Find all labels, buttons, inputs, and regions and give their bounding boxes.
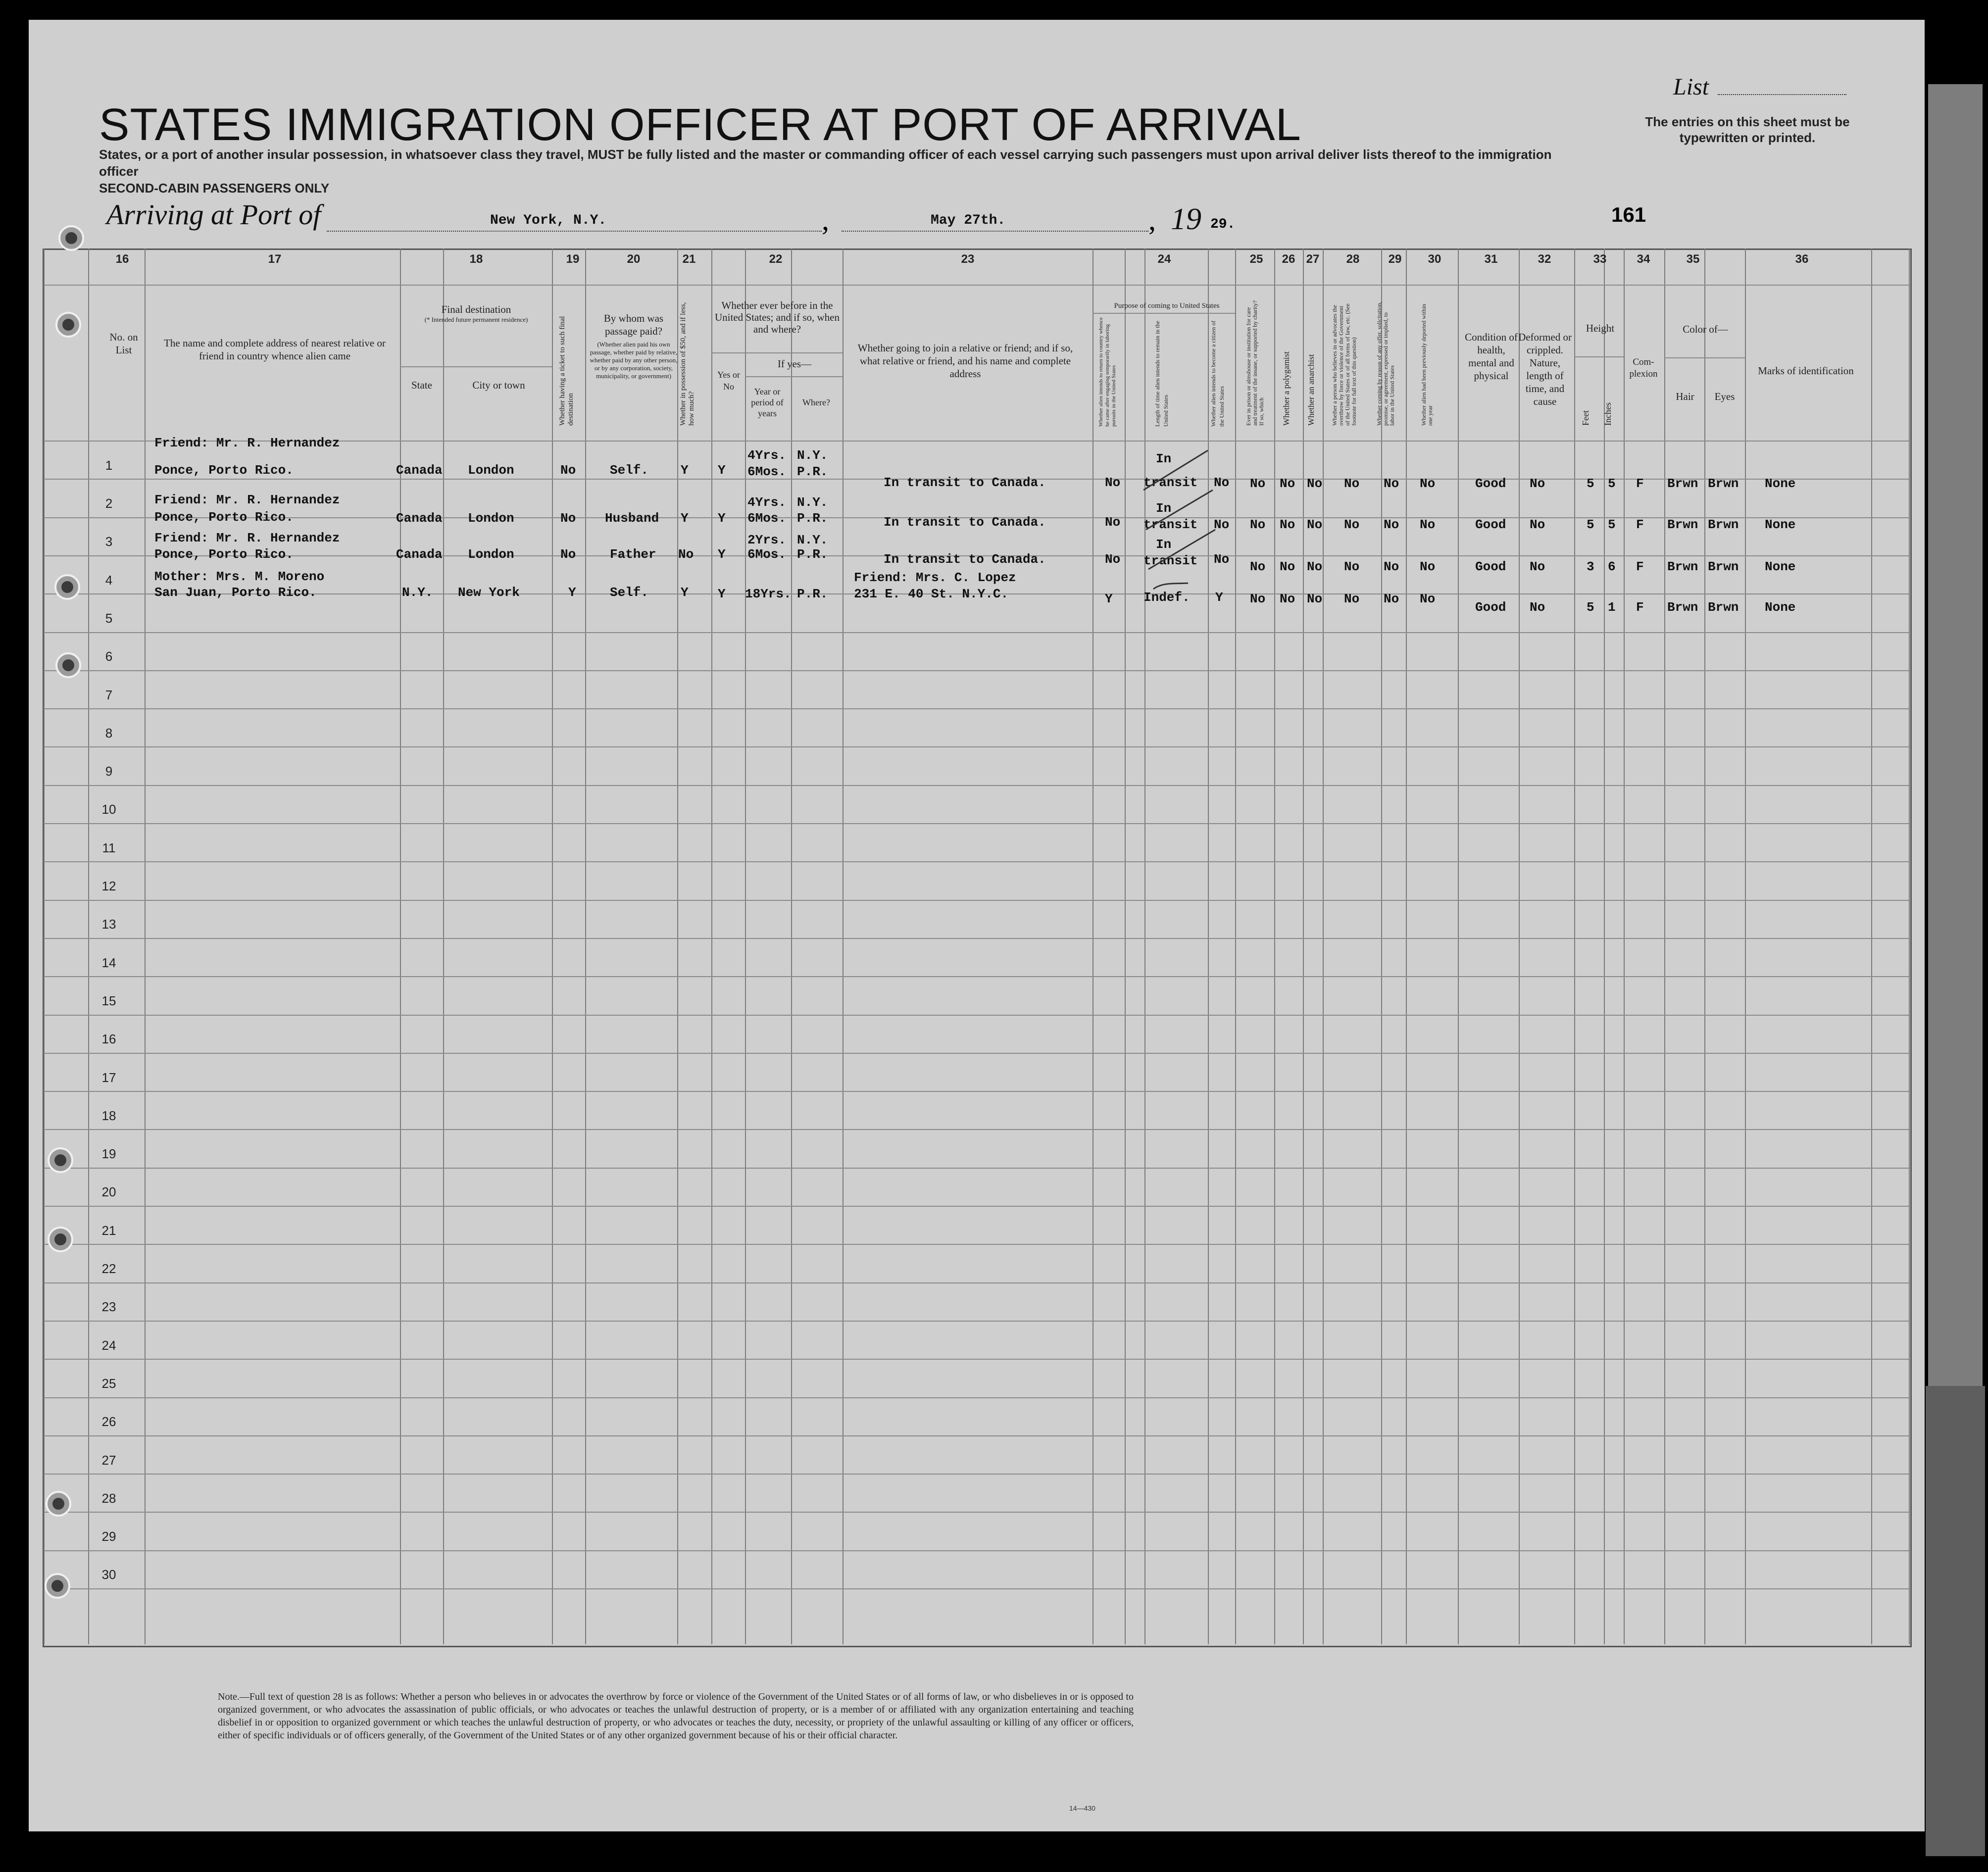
feet-cell: 5	[1587, 600, 1594, 615]
deported-cell: No	[1420, 517, 1436, 532]
row-number: 4	[105, 572, 113, 588]
header-deported: Whether alien had been previously deported within one year	[1420, 304, 1434, 426]
return-cell: No	[1105, 515, 1121, 530]
ticket-cell: No	[560, 547, 576, 562]
row-rule	[44, 670, 1909, 671]
header-offer-labor: Whether coming by reason of any offer, solicitation, promise, or agreement, expressed or implied, to labor in the United States	[1376, 301, 1395, 426]
period-cell: 4Yrs.	[747, 495, 787, 510]
period-cell: 6Mos.	[747, 547, 787, 562]
marks-cell: None	[1765, 517, 1796, 532]
length-cell: transit	[1143, 517, 1198, 532]
deported-cell: No	[1420, 559, 1436, 574]
header-nearest-relative: The name and complete address of nearest relative or friend in country whence alien came	[164, 337, 386, 362]
subtitle-line-1: States, or a port of another insular possession, in whatsoever class they travel, MUST be fully listed and the master or commanding officer of each vessel carrying such passengers must upon arrival deliver lists thereof to the immigration officer	[99, 147, 1552, 179]
page-subtitle	[99, 146, 1584, 197]
overthrow-cell: No	[1344, 517, 1360, 532]
row-number: 11	[102, 840, 116, 855]
header-purpose: Purpose of coming to United States	[1114, 302, 1220, 310]
prison-cell: No	[1250, 476, 1266, 491]
period-cell: 4Yrs.	[747, 448, 787, 463]
port-blank-line	[327, 231, 822, 232]
row-number: 3	[105, 534, 113, 549]
final-destination-label: Final destination	[441, 303, 511, 315]
header-color-of: Color of—	[1683, 323, 1728, 335]
punch-hole	[58, 225, 84, 251]
polygamist-cell: No	[1280, 591, 1295, 606]
deformed-cell: No	[1530, 559, 1545, 574]
prison-cell: No	[1250, 559, 1266, 574]
row-rule	[44, 1359, 1909, 1360]
header-deformed: Deformed or crippled. Nature, length of time, and cause	[1518, 331, 1572, 407]
marks-cell: None	[1765, 600, 1796, 615]
state-cell: Canada	[396, 511, 443, 526]
colnum-33: 33	[1593, 252, 1607, 266]
list-label: List	[1673, 74, 1709, 100]
header-yes-or-no: Yes or No	[717, 370, 740, 392]
marks-cell: None	[1765, 559, 1796, 574]
inches-cell: 6	[1608, 559, 1616, 574]
header-rule	[1574, 356, 1624, 357]
city-cell: London	[468, 547, 514, 562]
date-blank-line	[842, 231, 1148, 232]
inches-cell: 5	[1608, 476, 1616, 491]
before-cell: Y	[718, 463, 726, 478]
header-no-on-list: No. on List	[109, 331, 138, 356]
deformed-cell: No	[1530, 600, 1545, 615]
row-number: 15	[101, 993, 116, 1008]
relative-line-2: Ponce, Porto Rico.	[154, 547, 294, 562]
header-ticket: Whether having a ticket to such final destination	[558, 316, 575, 426]
passage-paid-label: By whom was passage paid?	[603, 312, 664, 337]
manifest-table	[43, 248, 1912, 1647]
eyes-cell: Brwn	[1708, 559, 1739, 574]
colnum-16: 16	[115, 252, 129, 266]
period-cell: 18Yrs.	[745, 587, 792, 601]
prison-cell: No	[1250, 591, 1266, 606]
year-prefix: 19	[1171, 202, 1201, 236]
row-rule	[44, 1091, 1909, 1092]
city-cell: London	[468, 463, 514, 478]
colnum-18: 18	[469, 252, 483, 266]
row-rule	[44, 1512, 1909, 1513]
anarchist-cell: No	[1307, 517, 1323, 532]
row-rule	[44, 746, 1909, 747]
hair-cell: Brwn	[1667, 559, 1698, 574]
length-cell: transit	[1143, 475, 1198, 490]
fifty-cell: Y	[681, 511, 689, 526]
footnote-question-28: Note.—Full text of question 28 is as follows: Whether a person who believes in or advocates the overthrow by force or violence of the Government of the United States or of all forms of law, or who disbelieves in or is opposed to organized government, or who advocates the assassination of public officials, or who advocates or teaches the unlawful destruction of property, or is a member of or affiliated with any organization entertaining and teaching disbelief in or opposition to organized government or which teaches the unlawful destruction of property, or who advocates or teaches the duty, necessity, or propriety of the unlawful assaulting or killing of any officer or officers, either of specific individuals or of officers generally, of the Government of the United States or of any other organized government because of his or their official character.	[218, 1691, 1134, 1741]
header-polygamist: Whether a polygamist	[1282, 351, 1291, 426]
deformed-cell: No	[1530, 517, 1545, 532]
inches-cell: 1	[1608, 600, 1616, 615]
row-number: 6	[105, 649, 113, 664]
before-cell: Y	[718, 547, 726, 562]
column-rule	[1909, 248, 1910, 1644]
offer-cell: No	[1384, 591, 1399, 606]
return-cell: Y	[1105, 591, 1113, 606]
header-passage-paid	[589, 312, 678, 380]
where-cell: P.R.	[797, 464, 828, 479]
colnum-35: 35	[1686, 252, 1700, 266]
state-cell: Canada	[396, 463, 443, 478]
where-cell: N.Y.	[797, 448, 828, 463]
period-cell: 6Mos.	[747, 511, 787, 526]
citizen-cell: No	[1214, 475, 1230, 490]
row-number: 10	[101, 802, 116, 817]
paid-cell: Father	[610, 547, 656, 562]
header-join-relative: Whether going to join a relative or friend; and if so, what relative or friend, and his name and complete address	[857, 342, 1073, 380]
before-cell: Y	[718, 587, 726, 601]
colnum-25: 25	[1249, 252, 1263, 266]
health-cell: Good	[1475, 559, 1506, 574]
where-cell: N.Y.	[797, 533, 828, 547]
header-hair: Hair	[1676, 391, 1694, 402]
complexion-cell: F	[1636, 559, 1644, 574]
where-cell: P.R.	[797, 511, 828, 526]
header-ever-before: Whether ever before in the United States; and if so, when and where?	[715, 299, 840, 335]
paid-cell: Husband	[605, 511, 659, 526]
row-rule	[44, 785, 1909, 786]
header-condition-health: Condition of health, mental and physical	[1465, 331, 1518, 382]
deported-cell: No	[1420, 476, 1436, 491]
deformed-cell: No	[1530, 476, 1545, 491]
date-value: May 27th.	[931, 213, 1006, 228]
relative-line-2: Ponce, Porto Rico.	[154, 463, 294, 478]
where-cell: N.Y.	[797, 495, 828, 510]
row-number: 12	[101, 879, 116, 894]
header-prison: Ever in prison or almshouse or institution for care and treatment of the insane, or supported by charity? If so, which	[1245, 300, 1265, 426]
complexion-cell: F	[1636, 517, 1644, 532]
row-rule	[44, 1397, 1909, 1398]
header-overthrow: Whether a person who believes in or advocates the overthrow by force or violence of the Government of the United States or of all forms of law, etc. (See footnote for full text of this question)	[1331, 303, 1357, 426]
row-rule	[44, 708, 1909, 709]
relative-line-1: Friend: Mr. R. Hernandez	[154, 436, 340, 450]
header-length-time: Length of time alien intends to remain in the United States	[1154, 321, 1169, 427]
colnum-20: 20	[627, 252, 641, 266]
relative-line-1: Friend: Mr. R. Hernandez	[154, 531, 340, 545]
header-feet: Feet	[1581, 410, 1590, 426]
colnum-29: 29	[1388, 252, 1402, 266]
header-state: State	[411, 379, 432, 391]
hair-cell: Brwn	[1667, 476, 1698, 491]
polygamist-cell: No	[1280, 476, 1295, 491]
polygamist-cell: No	[1280, 559, 1295, 574]
inches-cell: 5	[1608, 517, 1616, 532]
anarchist-cell: No	[1307, 476, 1323, 491]
polygamist-cell: No	[1280, 517, 1295, 532]
punch-hole	[55, 312, 81, 338]
complexion-cell: F	[1636, 600, 1644, 615]
punch-hole	[48, 1227, 73, 1252]
return-cell: No	[1105, 475, 1121, 490]
header-return: Whether alien intends to return to country whence he came after engaging temporarily in laboring pursuits in the United States	[1098, 317, 1117, 427]
header-year-period: Year or period of years	[751, 387, 784, 418]
length-cell: In	[1156, 451, 1172, 466]
row-number: 2	[105, 496, 113, 511]
period-cell: 6Mos.	[747, 464, 787, 479]
colnum-19: 19	[566, 252, 580, 266]
paid-cell: Self.	[610, 463, 649, 478]
row-rule	[44, 1282, 1909, 1283]
colnum-34: 34	[1637, 252, 1650, 266]
overthrow-cell: No	[1344, 559, 1360, 574]
length-cell: Indef.	[1143, 590, 1190, 605]
offer-cell: No	[1384, 476, 1399, 491]
row-number: 22	[101, 1261, 116, 1277]
fifty-cell: No	[678, 547, 694, 562]
row-number: 7	[105, 687, 113, 702]
typewritten-notice: The entries on this sheet must be typewritten or printed.	[1645, 114, 1850, 145]
header-height: Height	[1586, 322, 1615, 334]
row-rule	[44, 1321, 1909, 1322]
colnum-28: 28	[1346, 252, 1360, 266]
state-cell: N.Y.	[402, 585, 433, 600]
health-cell: Good	[1475, 517, 1506, 532]
header-citizen: Whether alien intends to become a citizen of the United States	[1210, 320, 1225, 427]
row-rule	[44, 1206, 1909, 1207]
row-rule	[44, 976, 1909, 977]
header-rule	[745, 376, 843, 377]
header-complexion: Com-plexion	[1629, 357, 1658, 379]
citizen-cell: Y	[1215, 590, 1223, 605]
page-title: STATES IMMIGRATION OFFICER AT PORT OF ARRIVAL	[99, 99, 1301, 150]
row-rule	[44, 1129, 1909, 1130]
form-number: 14—430	[1069, 1804, 1095, 1812]
overthrow-cell: No	[1344, 476, 1360, 491]
overthrow-cell: No	[1344, 591, 1360, 606]
list-number-blank	[1718, 94, 1846, 95]
join-cell: In transit to Canada.	[884, 552, 1046, 567]
offer-cell: No	[1384, 517, 1399, 532]
length-cell: In	[1156, 501, 1172, 516]
health-cell: Good	[1475, 600, 1506, 615]
colnum-21: 21	[682, 252, 696, 266]
row-number: 18	[101, 1108, 116, 1123]
header-city: City or town	[472, 379, 525, 391]
row-number: 9	[105, 764, 113, 779]
row-number: 20	[101, 1184, 116, 1200]
row-number: 24	[101, 1337, 116, 1353]
citizen-cell: No	[1214, 517, 1230, 532]
relative-line-1: Friend: Mr. R. Hernandez	[154, 493, 340, 507]
where-cell: P.R.	[797, 547, 828, 562]
row-rule	[44, 1244, 1909, 1245]
paid-cell: Self.	[610, 585, 649, 600]
arriving-label: Arriving at Port of	[106, 198, 321, 231]
row-number: 21	[101, 1223, 116, 1238]
row-rule	[44, 1550, 1909, 1551]
join-cell: In transit to Canada.	[884, 515, 1046, 530]
header-if-yes: If yes—	[777, 358, 812, 370]
header-rule	[1664, 357, 1745, 358]
header-where: Where?	[802, 397, 830, 407]
ticket-cell: Y	[568, 585, 576, 600]
period-cell: 2Yrs.	[747, 533, 787, 547]
health-cell: Good	[1475, 476, 1506, 491]
punch-hole	[45, 1573, 70, 1599]
row-rule	[44, 823, 1909, 824]
hair-cell: Brwn	[1667, 600, 1698, 615]
header-final-destination	[402, 303, 550, 324]
row-rule	[44, 1168, 1909, 1169]
header-rule	[400, 366, 552, 367]
punch-hole	[48, 1147, 73, 1173]
comma-mark: ,	[822, 203, 829, 236]
state-cell: Canada	[396, 547, 443, 562]
before-cell: Y	[718, 511, 726, 526]
punch-hole	[46, 1491, 71, 1517]
length-cell: transit	[1143, 553, 1198, 568]
punch-hole	[54, 574, 80, 600]
row-number: 23	[101, 1299, 116, 1315]
header-eyes: Eyes	[1714, 391, 1735, 402]
row-rule	[44, 861, 1909, 862]
citizen-cell: No	[1214, 552, 1230, 567]
row-number: 8	[105, 725, 113, 740]
subtitle-line-2: SECOND-CABIN PASSENGERS ONLY	[99, 181, 330, 196]
marks-cell: None	[1765, 476, 1796, 491]
header-marks: Marks of identification	[1758, 365, 1854, 377]
row-number: 27	[101, 1452, 116, 1468]
eyes-cell: Brwn	[1708, 600, 1739, 615]
stacked-pages-edge	[1928, 84, 1983, 1421]
city-cell: London	[468, 511, 514, 526]
colnum-36: 36	[1795, 252, 1809, 266]
return-cell: No	[1105, 552, 1121, 567]
colnum-17: 17	[268, 252, 282, 266]
join-line-2: 231 E. 40 St. N.Y.C.	[854, 587, 1009, 601]
row-number: 26	[101, 1414, 116, 1429]
stacked-pages-edge-lower	[1926, 1386, 1985, 1856]
prison-cell: No	[1250, 517, 1266, 532]
fifty-cell: Y	[681, 585, 689, 600]
pen-strike-marks	[1134, 441, 1228, 599]
row-number: 5	[105, 610, 113, 626]
eyes-cell: Brwn	[1708, 476, 1739, 491]
row-rule	[44, 1435, 1909, 1436]
join-line-1: Friend: Mrs. C. Lopez	[854, 570, 1016, 585]
year-suffix: 29.	[1210, 217, 1236, 232]
colnum-24: 24	[1157, 252, 1171, 266]
row-rule	[44, 1053, 1909, 1054]
relative-line-1: Mother: Mrs. M. Moreno	[154, 569, 325, 584]
colnum-27: 27	[1306, 252, 1320, 266]
complexion-cell: F	[1636, 476, 1644, 491]
final-destination-note: (* Intended future permanent residence)	[424, 316, 528, 323]
row-number: 17	[101, 1070, 116, 1085]
anarchist-cell: No	[1307, 591, 1323, 606]
punch-hole	[55, 652, 81, 678]
deported-cell: No	[1420, 591, 1436, 606]
row-number: 14	[101, 955, 116, 970]
row-number: 13	[101, 917, 116, 932]
offer-cell: No	[1384, 559, 1399, 574]
where-cell: P.R.	[797, 587, 828, 601]
header-fifty-dollars: Whether in possession of $50, and if less, how much?	[679, 302, 696, 426]
relative-line-2: San Juan, Porto Rico.	[154, 585, 317, 600]
colnum-30: 30	[1428, 252, 1441, 266]
row-number: 25	[101, 1376, 116, 1391]
length-cell: In	[1156, 537, 1172, 552]
header-rule	[44, 285, 1909, 286]
feet-cell: 5	[1587, 517, 1594, 532]
row-number: 1	[105, 457, 113, 473]
relative-line-2: Ponce, Porto Rico.	[154, 510, 294, 525]
join-cell: In transit to Canada.	[884, 475, 1046, 490]
row-rule	[44, 1474, 1909, 1475]
row-number: 16	[101, 1032, 116, 1047]
colnum-32: 32	[1538, 252, 1551, 266]
feet-cell: 3	[1587, 559, 1594, 574]
feet-cell: 5	[1587, 476, 1594, 491]
city-cell: New York	[458, 585, 520, 600]
colnum-23: 23	[961, 252, 975, 266]
header-anarchist: Whether an anarchist	[1306, 354, 1316, 426]
ticket-cell: No	[560, 511, 576, 526]
row-rule	[44, 1588, 1909, 1589]
passage-paid-note: (Whether alien paid his own passage, whether paid by relative, whether paid by any other person, or by any corporation, society, municipality, or government)	[590, 341, 678, 380]
row-rule	[44, 632, 1909, 633]
row-number: 19	[101, 1146, 116, 1162]
row-number: 28	[101, 1490, 116, 1506]
hair-cell: Brwn	[1667, 517, 1698, 532]
colnum-22: 22	[769, 252, 783, 266]
comma-mark-2: ,	[1148, 203, 1156, 236]
row-rule	[44, 900, 1909, 901]
header-rule	[711, 352, 843, 353]
sheet-number: 161	[1611, 203, 1646, 226]
header-inches: Inches	[1603, 402, 1613, 426]
row-rule	[44, 938, 1909, 939]
row-rule	[44, 1015, 1909, 1016]
row-number: 29	[101, 1529, 116, 1544]
port-value: New York, N.Y.	[490, 213, 607, 228]
row-number: 30	[101, 1567, 116, 1582]
colnum-31: 31	[1484, 252, 1498, 266]
fifty-cell: Y	[681, 463, 689, 478]
colnum-26: 26	[1282, 252, 1295, 266]
ticket-cell: No	[560, 463, 576, 478]
anarchist-cell: No	[1307, 559, 1323, 574]
eyes-cell: Brwn	[1708, 517, 1739, 532]
